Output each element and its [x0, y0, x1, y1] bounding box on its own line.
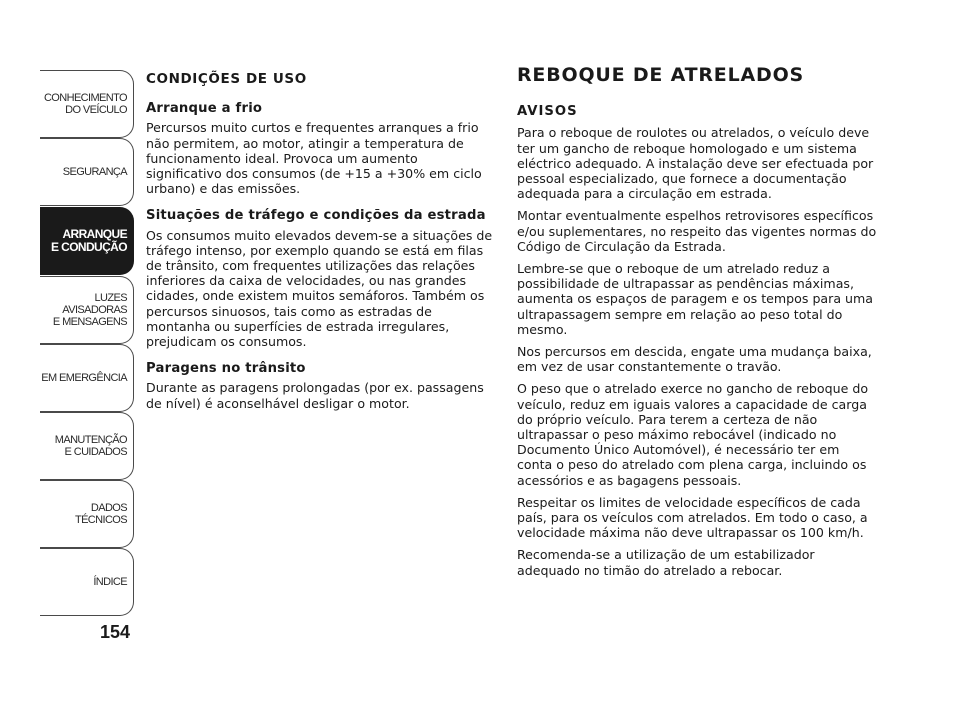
tab-dados-tecnicos[interactable]: [40, 480, 134, 548]
warnings-heading: AVISOS: [517, 104, 578, 120]
tab-conhecimento-do-veiculo[interactable]: [40, 70, 134, 138]
right-column: [517, 64, 877, 585]
tab-em-emergencia[interactable]: [40, 344, 134, 412]
subheading-arranque-a-frio: Arranque a frio: [146, 101, 263, 117]
tab-label: EM EMERGÊNCIA: [41, 372, 127, 384]
section-heading: CONDIÇÕES DE USO: [146, 71, 307, 87]
subheading-paragens-transito: Paragens no trânsito: [146, 361, 306, 377]
tab-luzes-avisadoras[interactable]: [40, 276, 134, 344]
tab-label: LUZES AVISADORAS E MENSAGENS: [52, 292, 127, 328]
paragraph: Nos percursos em descida, engate uma mudança baixa, em vez de usar constantemente o travão.: [517, 344, 872, 375]
tab-label: MANUTENÇÃO E CUIDADOS: [54, 434, 127, 458]
paragraph: Lembre-se que o reboque de um atrelado reduz a possibilidade de ultrapassar as pendências máximas, aumenta os espaços de paragem e os tempos para uma ultrapassagem sempre em relação ao peso total do mesmo.: [517, 261, 874, 337]
tab-seguranca[interactable]: [40, 138, 134, 206]
paragraph: Durante as paragens prolongadas (por ex. passagens de nível) é aconselhável desligar o motor.: [146, 380, 484, 411]
paragraph: Recomenda-se a utilização de um estabilizador adequado no timão do atrelado a rebocar.: [517, 547, 815, 578]
tab-label: CONHECIMENTO DO VEÍCULO: [43, 92, 127, 116]
subheading-situacoes-trafego: Situações de tráfego e condições da estrada: [146, 208, 486, 224]
tab-label: SEGURANÇA: [62, 166, 127, 178]
paragraph: Montar eventualmente espelhos retrovisores específicos e/ou suplementares, no respeito das vigentes normas do Código de Circulação da Estrada.: [517, 208, 877, 254]
page-title: REBOQUE DE ATRELADOS: [517, 64, 805, 86]
tab-label: ÍNDICE: [93, 576, 127, 588]
paragraph: Os consumos muito elevados devem-se a situações de tráfego intenso, por exemplo quando se está em filas de trânsito, com frequentes utilizações das relações inferiores da caixa de velocidades, ou nas grandes cidades, onde existem muitos semáforos. Também os percursos sinuosos, tais como as estradas de montanha ou superfícies de estrada irregulares, prejudicam os consumos.: [146, 227, 493, 350]
paragraph: Para o reboque de roulotes ou atrelados, o veículo deve ter um gancho de reboque homologado e um sistema eléctrico adequado. A instalação deve ser efectuada por pessoal especializado, que fornece a documentação adequada para a circulação em estrada.: [517, 125, 874, 202]
paragraph: O peso que o atrelado exerce no gancho de reboque do veículo, reduz em iguais valores a capacidade de carga do próprio veículo. Para terem a certeza de não ultrapassar o peso máximo rebocável (indicado no Documento Único Automóvel), é necessário ter em conta o peso do atrelado com plena carga, incluindo os acessórios e as bagagens pessoais.: [517, 381, 869, 488]
paragraph: Percursos muito curtos e frequentes arranques a frio não permitem, ao motor, atingir a temperatura de funcionamento ideal. Provoca um aumento significativo dos consumos (de +15 a +30% em ciclo urbano) e das emissões.: [146, 120, 482, 197]
tab-label: ARRANQUE E CONDUÇÃO: [50, 227, 127, 254]
tab-arranque-e-conducao[interactable]: [40, 207, 134, 275]
paragraph: Respeitar os limites de velocidade específicos de cada país, para os veículos com atrelados. Em todo o caso, a velocidade máxima não deve ultrapassar os 100 km/h.: [517, 494, 868, 541]
tab-label: DADOS TÉCNICOS: [74, 502, 127, 526]
tab-indice[interactable]: [40, 548, 134, 616]
page-number: 154: [100, 622, 131, 642]
tab-manutencao-e-cuidados[interactable]: [40, 412, 134, 480]
left-column: [146, 70, 496, 423]
